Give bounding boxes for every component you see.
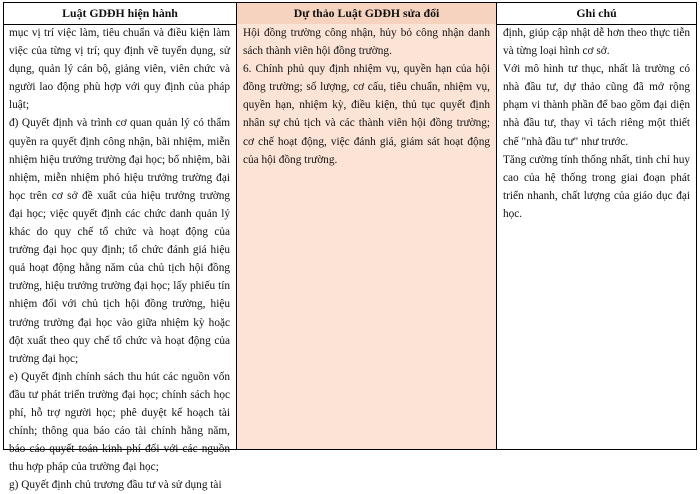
notes-paragraph: Tăng cường tính thống nhất, tinh chỉ huy cao của hệ thống trong giai đoạn phát triển nhanh, chất lượng của giáo dục đại học.	[503, 153, 690, 220]
notes-paragraph: Với mô hình tư thục, nhất là trường có nhà đầu tư, dự thảo cũng đã mở rộng phạm vi thành phần để bao gồm đại diện nhà đầu tư, thay vì tách riêng một thiết chế "nhà đầu tư" như trước.	[503, 63, 690, 148]
header-draft-law: Dự thảo Luật GDĐH sửa đổi	[236, 3, 496, 24]
current-law-paragraph: e) Quyết định chính sách thu hút các nguồn vốn đầu tư phát triển trường đại học; chính sách học phí, hỗ trợ người học; phê duyệt kế hoạch tài chính; thông qua báo cáo tài chính hằng năm, báo cáo quyết toán kinh phí đối với các nguồn thu hợp pháp của trường đại học;	[9, 370, 230, 474]
notes-paragraph: định, giúp cập nhật dễ hơn theo thực tiễn và từng loại hình cơ sở.	[503, 27, 690, 58]
current-law-paragraph: đ) Quyết định và trình cơ quan quản lý có thẩm quyền ra quyết định công nhận, bãi nhiệm, miễn nhiệm hiệu trưởng trường đại học; bổ nhiệm, bãi nhiệm, miễn nhiệm phó hiệu trưởng trường đại học trên cơ sở đề xuất của hiệu trưởng trường đại học; việc quyết định các chức danh quản lý khác do quy chế tổ chức và hoạt động của trường đại học quy định; tổ chức đánh giá hiệu quả hoạt động hằng năm của chủ tịch hội đồng trường, hiệu trưởng trường đại học; lấy phiếu tín nhiệm đối với chủ tịch hội đồng trường, hiệu trưởng trường đại học vào giữa nhiệm kỳ hoặc đột xuất theo quy chế tổ chức và hoạt động của trường đại học;	[9, 117, 230, 365]
draft-law-paragraph: Hội đồng trường công nhận, hủy bỏ công nhận danh sách thành viên hội đồng trường.	[243, 27, 490, 58]
current-law-paragraph: g) Quyết định chủ trương đầu tư và sử dụng tài	[9, 479, 222, 492]
table-body-row	[4, 24, 696, 492]
draft-law-column	[236, 24, 496, 449]
header-current-law: Luật GDĐH hiện hành	[62, 6, 178, 20]
table-header-row	[4, 3, 696, 25]
draft-law-paragraph: 6. Chính phủ quy định nhiệm vụ, quyền hạn của hội đồng trường; số lượng, cơ cấu, tiêu chuẩn, nhiệm vụ, quyền hạn, nhiệm kỳ, điều kiện, thủ tục quyết định nhân sự chủ tịch và các thành viên hội đồng trường; cơ chế hoạt động, việc đánh giá, giám sát hoạt động của hội đồng trường.	[243, 63, 490, 166]
current-law-column	[4, 24, 236, 492]
current-law-paragraph: mục vị trí việc làm, tiêu chuẩn và điều kiện làm việc của từng vị trí; quy định về tuyển dụng, sử dụng, quản lý cán bộ, giảng viên, viên chức và người lao động phù hợp với quy định của pháp luật;	[9, 27, 230, 112]
notes-column	[496, 24, 696, 449]
comparison-table	[3, 2, 697, 492]
header-notes: Ghi chú	[496, 3, 696, 24]
